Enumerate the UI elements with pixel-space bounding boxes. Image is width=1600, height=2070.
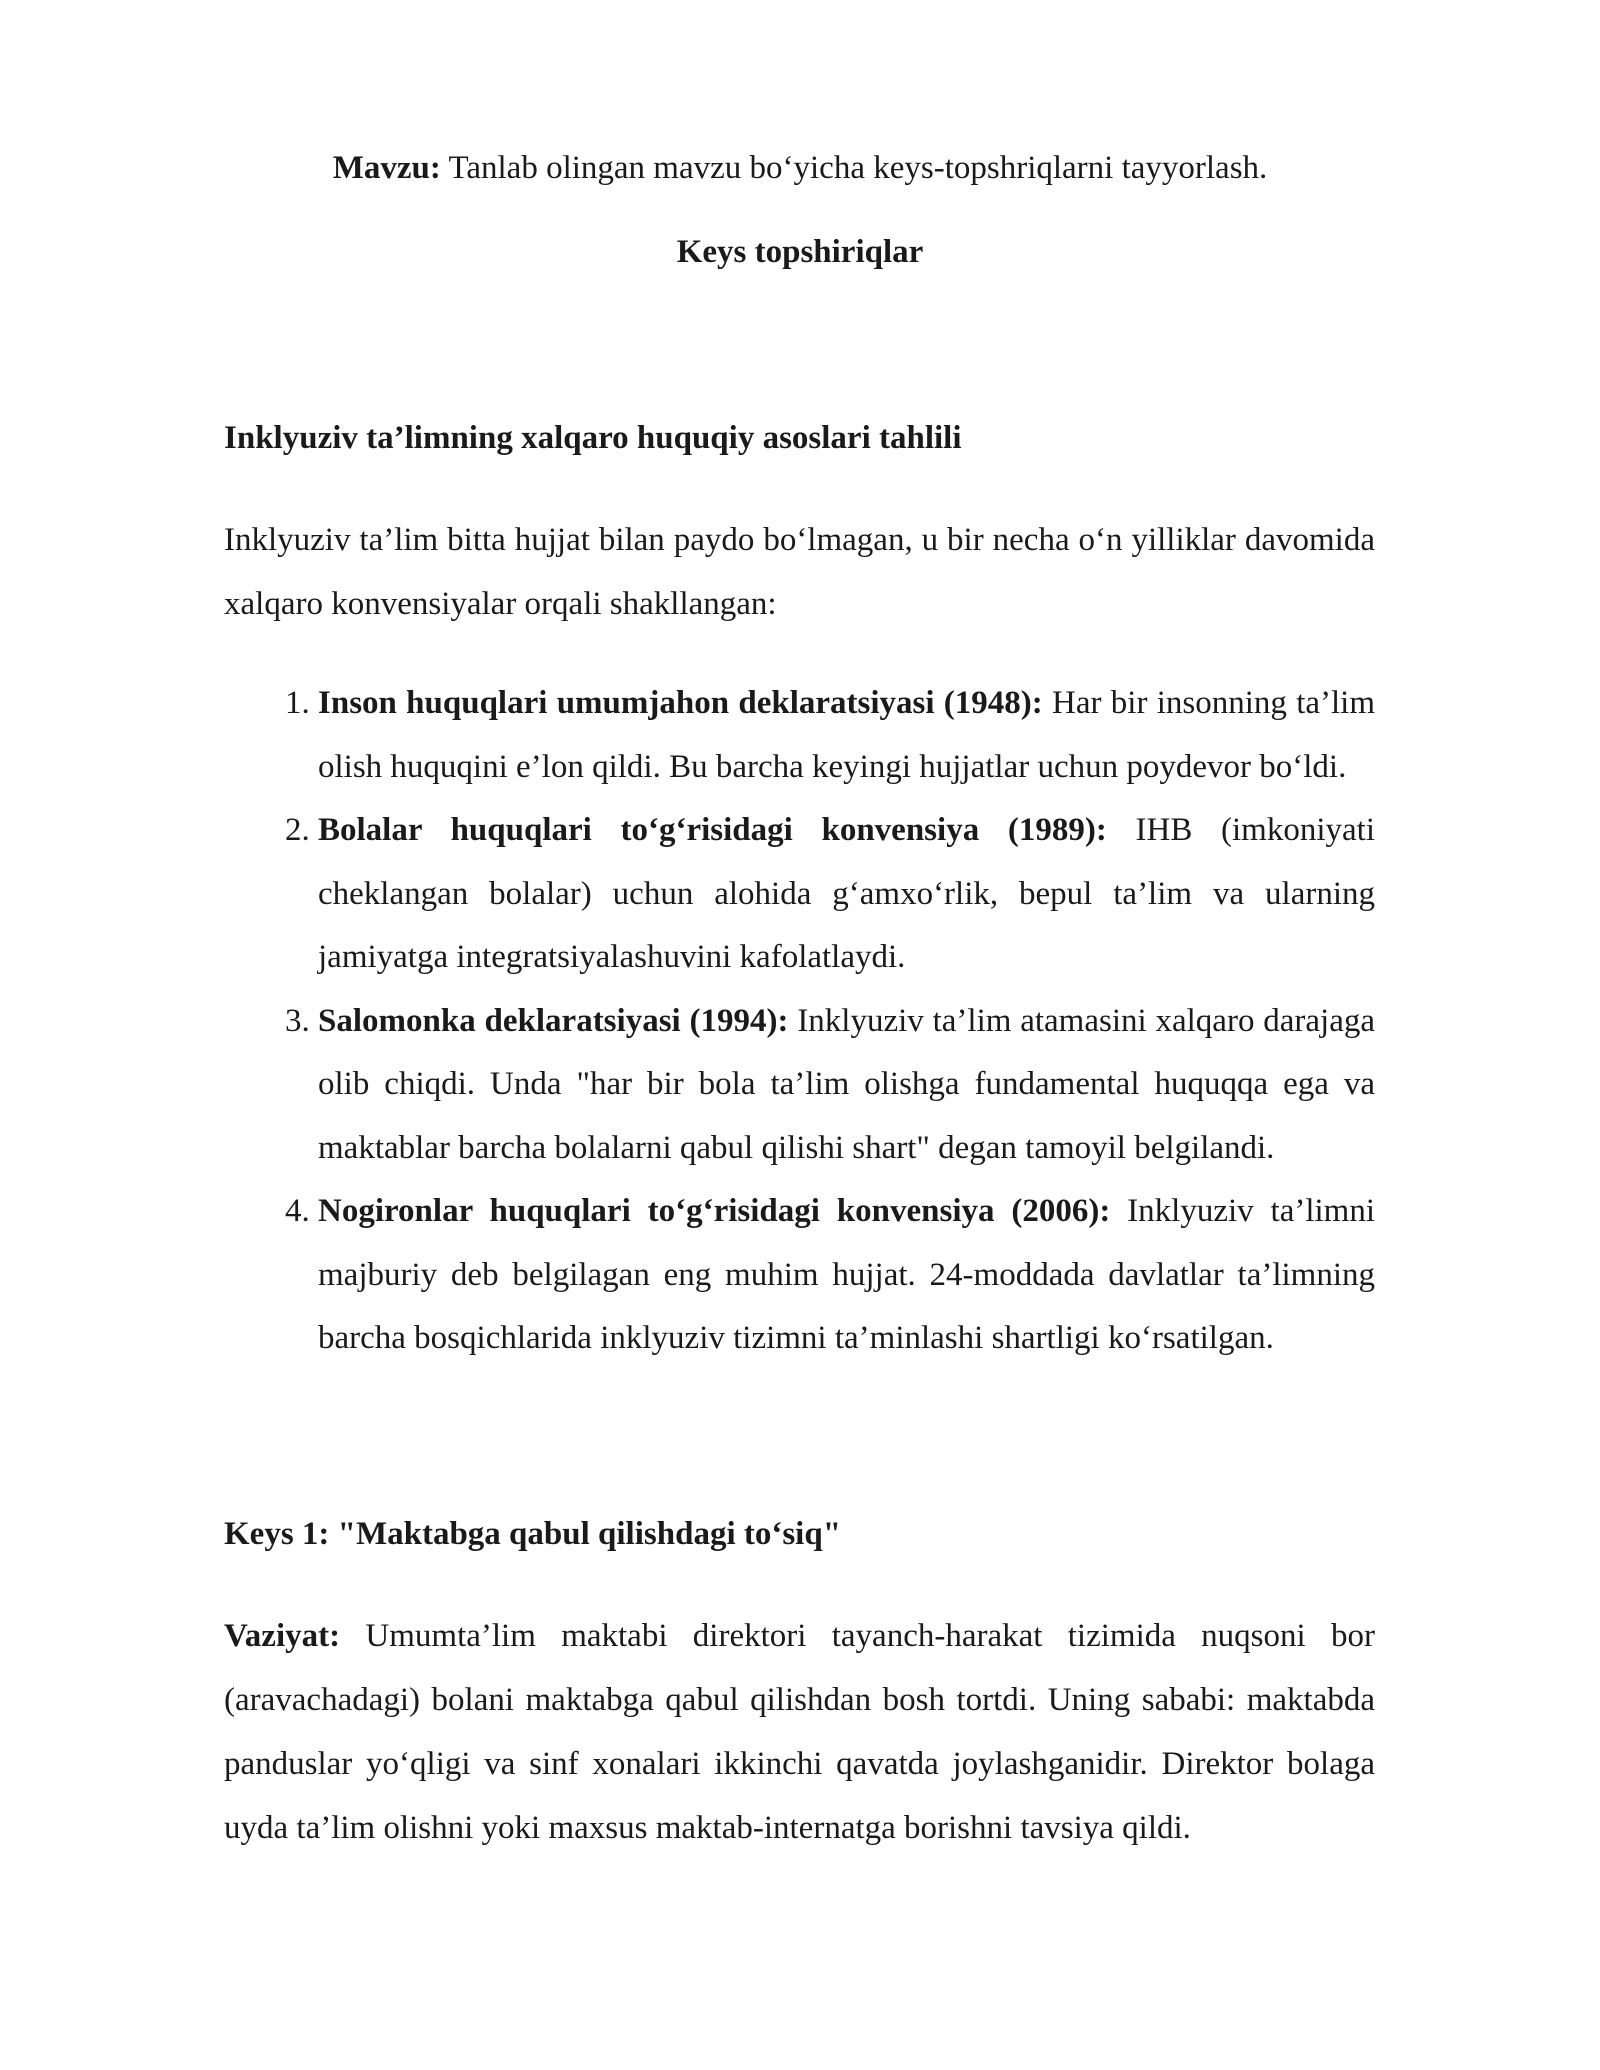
topic-line [0, 148, 1600, 188]
section-intro-paragraph: Inklyuziv ta’lim bitta hujjat bilan paydo bo‘lmagan, u bir necha o‘n yilliklar davomida xalqaro konvensiyalar orqali shakllangan: [224, 522, 1375, 622]
list-item-text: IHB (imkoniyati cheklangan bolalar) uchun alohida g‘amxo‘rlik, bepul ta’lim va ularning jamiyatga integratsiyalashuvini kafolatlaydi. [318, 812, 1375, 975]
list-item [318, 990, 1375, 1181]
list-item [318, 1180, 1375, 1371]
topic-label: Mavzu: [332, 150, 441, 186]
topic-text: Tanlab olingan mavzu bo‘yicha keys-topshriqlarni tayyorlash. [440, 150, 1268, 186]
case-situation-paragraph [224, 1604, 1375, 1860]
list-item [318, 672, 1375, 799]
list-item-title: Inson huquqlari umumjahon deklaratsiyasi (1948): [318, 685, 1043, 721]
list-item-title: Salomonka deklaratsiyasi (1994): [318, 1002, 789, 1039]
case-heading: Keys 1: "Maktabga qabul qilishdagi to‘siq" [224, 1516, 842, 1552]
list-item-text: Inklyuziv ta’lim atamasini xalqaro darajaga olib chiqdi. Unda "har bir bola ta’lim olishga fundamental huquqqa ega va maktablar barcha bolalarni qabul qilishi shart" degan tamoyil belgilandi. [318, 1002, 1375, 1166]
list-item-text: Inklyuziv ta’limni majburiy deb belgilagan eng muhim hujjat. 24-moddada davlatlar ta’limning barcha bosqichlarida inklyuziv tizimni ta’minlashi shartligi ko‘rsatilgan. [318, 1193, 1376, 1356]
list-item-title: Nogironlar huquqlari to‘g‘risidagi konvensiya (2006): [318, 1193, 1111, 1229]
situation-text: Umumta’lim maktabi direktori tayanch-harakat tizimida nuqsoni bor (aravachadagi) bolani maktabga qabul qilishdan bosh tortdi. Uning sababi: maktabda panduslar yo‘qligi va sinf xonalari ikkinchi qavatda joylashganidir. Direktor bolaga uyda ta’lim olishni yoki maxsus maktab-internatga borishni tavsiya qildi. [224, 1618, 1375, 1846]
situation-label: Vaziyat: [224, 1618, 341, 1654]
list-item-title: Bolalar huquqlari to‘g‘risidagi konvensiya (1989): [318, 812, 1107, 848]
page-title: Keys topshiriqlar [676, 234, 924, 270]
list-item [318, 799, 1375, 990]
conventions-list [224, 672, 1375, 1371]
list-item-text: Har bir insonning ta’lim olish huquqini e’lon qildi. Bu barcha keyingi hujjatlar uchun poydevor bo‘ldi. [318, 685, 1375, 785]
section-heading-legal-basis: Inklyuziv ta’limning xalqaro huquqiy asoslari tahlili [224, 420, 962, 456]
